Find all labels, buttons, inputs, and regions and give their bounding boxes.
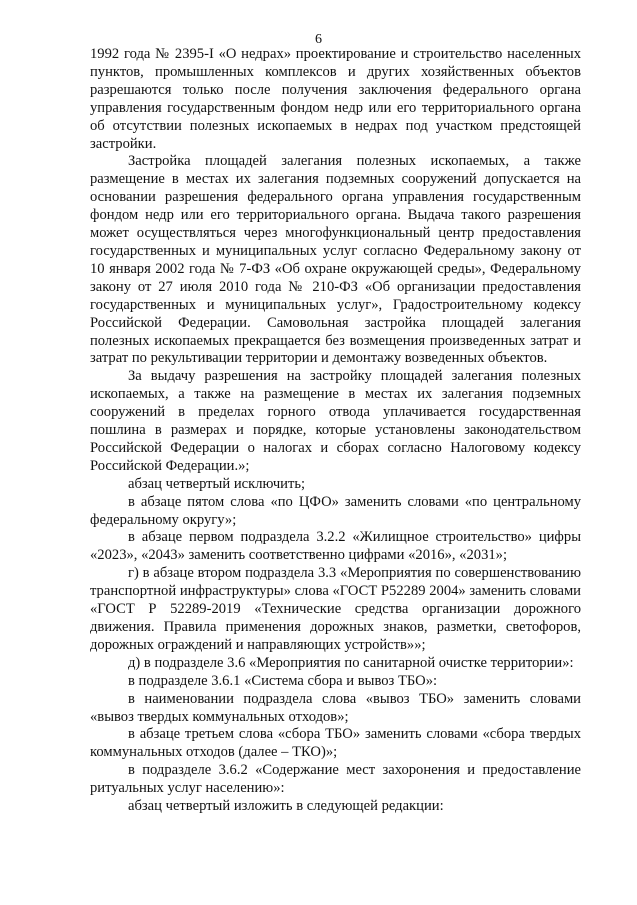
paragraph-nedra-continuation: 1992 года № 2395-I «О недрах» проектирование и строительство населенных пунктов, промышленных комплексов и других хозяйственных объектов разрешаются только после получения заключения федерального органа управления государственным фондом недр или его территориального органа об отсутствии полезных ископаемых в недрах под участком предстоящей застройки. xyxy=(90,46,581,152)
paragraph-abzac-chetvertyi: абзац четвертый исключить; xyxy=(128,475,306,492)
paragraph-3-6-1: в подразделе 3.6.1 «Система сбора и вывоз ТБО»: xyxy=(128,672,438,689)
paragraph-d-3-6: д) в подразделе 3.6 «Мероприятия по санитарной очистке территории»: xyxy=(128,654,574,671)
paragraph-poshlina: За выдачу разрешения на застройку площадей залегания полезных ископаемых, а также на размещение в местах их залегания подземных сооружений в пределах горного отвода уплачивается государственная пошлина в размерах и порядке, которые установлены законодательством Российской Федерации о налогах и сборах согласно Налоговому кодексу Российской Федерации.»; xyxy=(90,368,581,474)
paragraph-abzac-tretiy: в абзаце третьем слова «сбора ТБО» заменить словами «сбора твердых коммунальных отходов (далее – ТКО)»; xyxy=(90,726,581,761)
paragraph-novaya-redakciya: абзац четвертый изложить в следующей редакции: xyxy=(128,798,444,815)
paragraph-3-2-2: в абзаце первом подраздела 3.2.2 «Жилищное строительство» цифры «2023», «2043» заменить соответственно цифрами «2016», «2031»; xyxy=(90,529,581,564)
page-number: 6 xyxy=(315,32,322,47)
paragraph-g-3-3: г) в абзаце втором подраздела 3.3 «Мероприятия по совершенствованию транспортной инфраструктуры» слова «ГОСТ Р52289 2004» заменить словами «ГОСТ Р 52289-2019 «Технические средства организации дорожного движения. Правила применения дорожных знаков, разметки, светофоров, дорожных ограждений и направляющих устройств»»; xyxy=(90,565,581,653)
paragraph-abzac-pyatyi: в абзаце пятом слова «по ЦФО» заменить словами «по центральному федеральному округу»; xyxy=(90,493,581,528)
paragraph-3-6-2: в подразделе 3.6.2 «Содержание мест захоронения и предоставление ритуальных услуг населению»: xyxy=(90,762,581,797)
paragraph-naimenovanie: в наименовании подраздела слова «вывоз ТБО» заменить словами «вывоз твердых коммунальных отходов»; xyxy=(90,690,581,725)
paragraph-zastroyka: Застройка площадей залегания полезных ископаемых, а также размещение в местах их залегания подземных сооружений допускается на основании разрешения федерального органа управления государственным фондом недр или его территориального органа. Выдача такого разрешения может осуществляться через многофункциональный центр предоставления государственных и муниципальных услуг согласно Федеральному закону от 10 января 2002 года № 7-ФЗ «Об охране окружающей среды», Федеральному закону от 27 июля 2010 года № 210-ФЗ «Об организации предоставления государственных и муниципальных услуг», Градостроительному кодексу Российской Федерации. Самовольная застройка площадей залегания полезных ископаемых прекращается без возмещения произведенных затрат и затрат по рекультивации территории и демонтажу возведенных объектов. xyxy=(90,153,581,367)
document-body xyxy=(90,46,581,816)
